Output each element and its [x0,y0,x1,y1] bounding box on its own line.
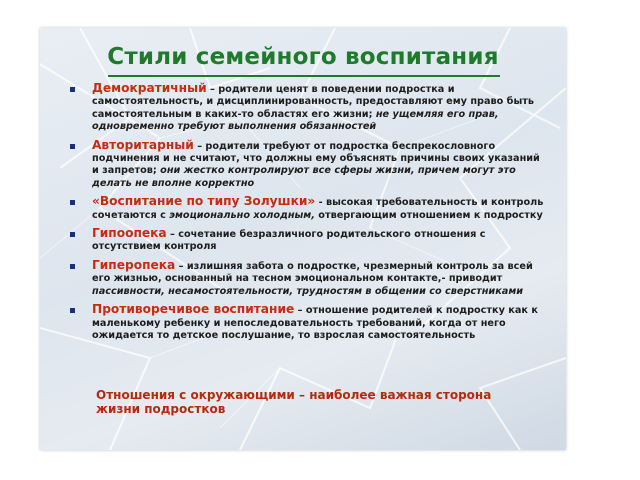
bullet-icon [70,144,75,149]
list-item-authoritarian [68,139,548,191]
item-text: – родители ценят в поведении подростка и самостоятельность, и дисциплинированность, предоставляют ему право быть самостоятельным в каких-то областях его жизни; [92,84,534,120]
item-term: Гиперопека [92,257,176,272]
item-text-continued: отвергающим отношением к подростку [314,209,543,221]
list-item-overprotection [68,259,548,298]
item-text: - высокая требовательность и контроль сочетаются с [92,197,544,221]
bullet-icon [70,232,75,237]
bullet-icon [70,264,75,269]
item-term: Демократичный [92,81,207,95]
item-text: – родители требуют от подростка беспрекословного подчинения и не считают, что должны ему объяснять причины своих указаний и запретов; [92,140,540,177]
slide [40,28,566,450]
conclusion-text: Отношения с окружающими – наиболее важная сторона жизни подростков [96,388,492,416]
item-text: – излишняя забота о подростке, чрезмерный контроль за всей его жизнью, основанный на тесном эмоциональном контакте,- приводит [92,260,533,285]
bullet-icon [70,200,75,205]
list-item-democratic [68,82,548,134]
item-text: – сочетание безразличного родительского отношения с отсутствием контроля [92,229,486,253]
item-italic: эмоционально холодным, [165,209,315,221]
item-italic: пассивности, несамостоятельности, трудностям в общении со сверстниками [92,285,524,297]
item-term: Гипоопека [92,226,167,241]
page-title: Стили семейного воспитания [107,44,499,70]
title-underline [108,75,500,77]
bullet-icon [70,308,75,313]
item-italic: не ущемляя его прав, одновременно требуют выполнения обязанностей [92,108,499,133]
item-term: Авторитарный [92,137,194,152]
list-item-cinderella [68,195,548,222]
item-text: – отношение родителей к подростку как к маленькому ребенку и непоследовательность требований, когда от него ожидается то детское послушание, то взрослая самостоятельность [92,305,538,341]
item-term: Противоречивое воспитание [92,302,295,317]
list-item-contradictory [68,303,548,342]
item-term: «Воспитание по типу Золушки» [92,194,316,209]
list-item-hypoprotection [68,227,548,254]
item-italic: они жестко контролируют все сферы жизни, причем могут это делать не вполне корректно [92,165,516,189]
bullet-icon [70,87,75,92]
styles-list [68,82,548,347]
